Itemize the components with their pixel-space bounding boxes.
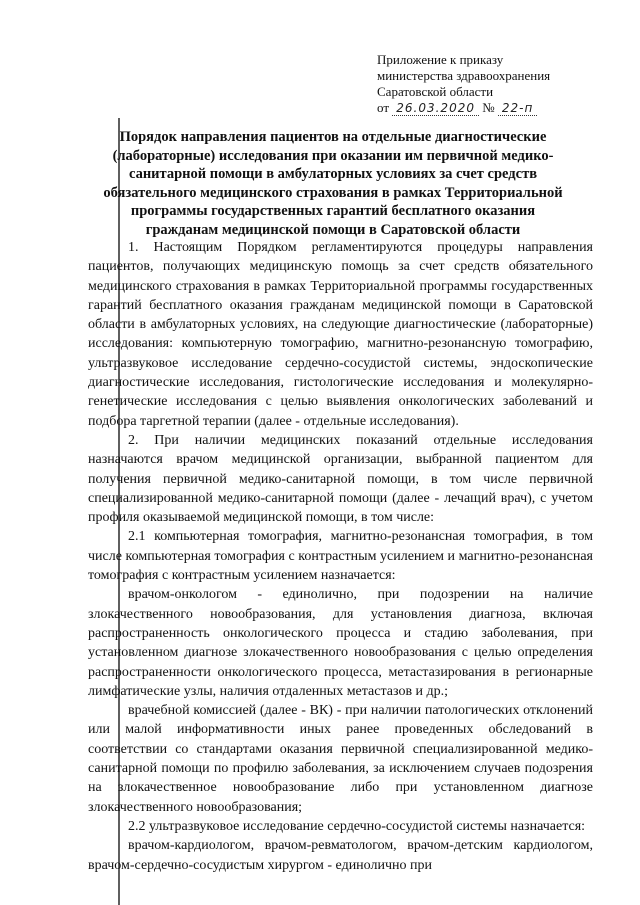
paragraph-2-1: 2.1 компьютерная томография, магнитно-резонансная томография, в том числе компьютерная томография с контрастным усилением и магнитно-резонансная томография с контрастным усилением назначается: (88, 529, 593, 584)
title-line: санитарной помощи в амбулаторных условиях за счет средств (128, 166, 538, 182)
date-value: 26.03.2020 (392, 101, 479, 116)
paragraph-2-1-oncologist: врачом-онкологом - единолично, при подозрении на наличие злокачественного новообразования, для установления диагноза, включая распространенность онкологического процесса и стадию заболевания, при установленном диагнозе злокачественного новообразования с целью определения распространенности онкологического процесса, метастазирования в регионарные лимфатические узлы, наличия отдаленных метастазов и др.; (88, 587, 593, 699)
number-value: 22-п (498, 101, 537, 116)
title-line: Порядок направления пациентов на отдельные диагностические (119, 129, 547, 145)
title-line: (лабораторные) исследования при оказании им первичной медико- (112, 147, 554, 164)
title-line: обязательного медицинского страхования в рамках Территориальной (103, 184, 563, 201)
number-prefix: № (482, 100, 495, 115)
paragraph-2-2-doctors: врачом-кардиологом, врачом-ревматологом, врачом-детским кардиологом, врачом-сердечно-сосудистым хирургом - единолично при (88, 838, 593, 873)
title-line: гражданам медицинской помощи в Саратовской области (145, 221, 521, 238)
date-prefix: от (377, 100, 390, 115)
paragraph-2-2: 2.2 ультразвуковое исследование сердечно-сосудистой системы назначается: (128, 818, 586, 834)
title-line: программы государственных гарантий бесплатного оказания (130, 203, 536, 219)
paragraph-2: 2. При наличии медицинских показаний отдельные исследования назначаются врачом медицинской организации, выбранной пациентом для получения первичной медико-санитарной помощи, в том числе первичной специализированной медико-санитарной помощи (далее - лечащий врач), с учетом профиля оказываемой медицинской помощи, в том числе: (88, 432, 593, 526)
annex-line-3: Саратовской области (377, 84, 494, 99)
annex-line-1: Приложение к приказу (377, 52, 504, 67)
paragraph-2-1-commission: врачебной комиссией (далее - ВК) - при наличии патологических отклонений или малой информативности иных ранее проведенных обследований в соответствии со стандартами оказания первичной специализированной медико-санитарной помощи по профилю заболевания, за исключением случаев подозрения на злокачественное новообразование либо при установленном диагнозе злокачественного новообразования; (88, 703, 593, 815)
paragraph-1: 1. Настоящим Порядком регламентируются процедуры направления пациентов, получающих медицинскую помощь за счет средств обязательного медицинского страхования в рамках Территориальной программы государственных гарантий бесплатного оказания гражданам медицинской помощи в Саратовской области в амбулаторных условиях, на следующие диагностические (лабораторные) исследования: компьютерную томографию, магнитно-резонансную томографию, ультразвуковое исследование сердечно-сосудистой системы, эндоскопические диагностические исследования, гистологические исследования и молекулярно-генетические исследования с целью выявления онкологических заболеваний и подбора таргетной терапии (далее - отдельные исследования). (88, 240, 593, 429)
annex-line-2: министерства здравоохранения (377, 68, 551, 83)
document-title (78, 128, 588, 239)
annex-header (377, 52, 607, 116)
document-body (88, 238, 593, 875)
annex-date-row (377, 100, 607, 116)
